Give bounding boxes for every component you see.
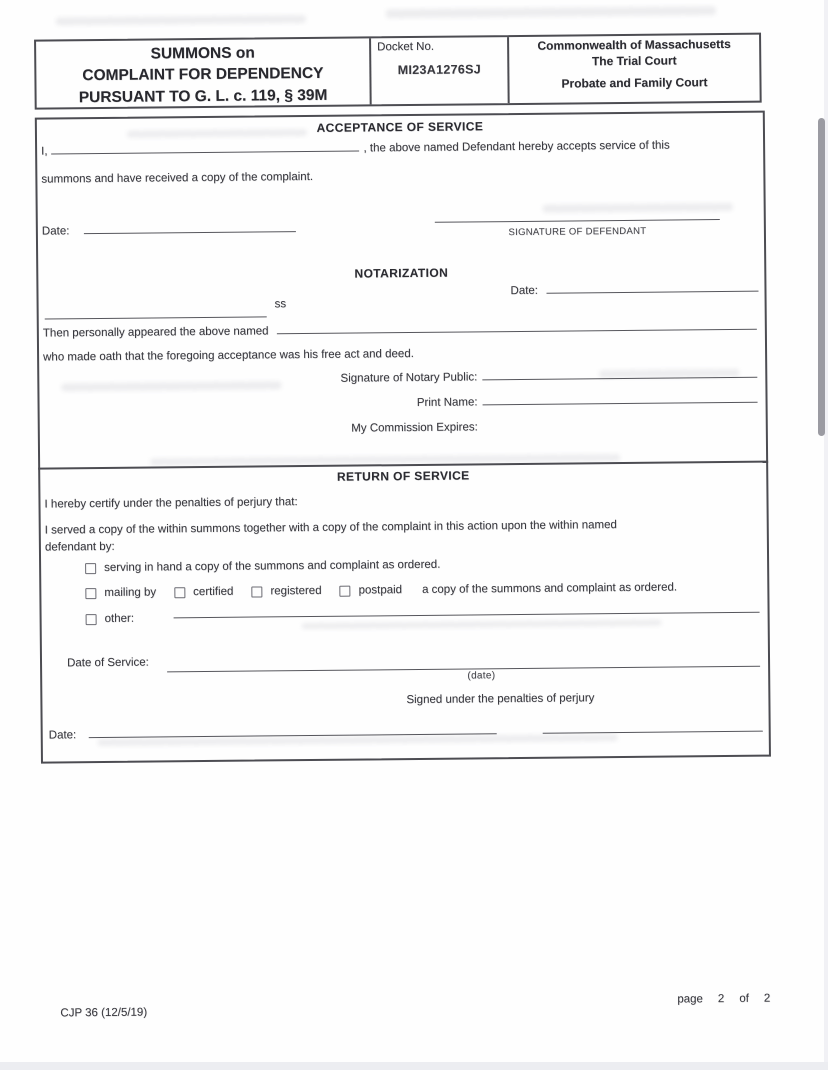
option-other-row: [86, 607, 760, 625]
notarization-date-label: Date:: [510, 284, 539, 298]
checkbox-registered[interactable]: [251, 586, 262, 597]
appeared-row: [43, 321, 757, 340]
checkbox-postpaid[interactable]: [340, 585, 351, 596]
option-mailing-row: [85, 581, 677, 599]
defendant-signature-field: [435, 219, 720, 223]
form-title-line2: COMPLAINT FOR DEPENDENCY: [82, 65, 324, 85]
served-text-line1: I served a copy of the within summons together with a copy of the complaint in this action upon the within named: [44, 519, 617, 537]
acceptance-intro-suffix: , the above named Defendant hereby accepts service of this: [363, 139, 670, 155]
defendant-signature-block: [435, 211, 720, 239]
notary-signature-label: Signature of Notary Public:: [340, 371, 478, 385]
return-date-row: [49, 723, 763, 742]
option-serving-row: [85, 559, 440, 574]
viewer-bottom-edge: [0, 1062, 828, 1070]
print-name-field: [483, 402, 758, 406]
scan-artifact: [56, 15, 306, 25]
defendant-name-field: [52, 151, 360, 155]
option-registered-label: registered: [270, 584, 322, 598]
acceptance-date-row: [42, 223, 296, 237]
form-body: [35, 111, 771, 764]
acceptance-intro-line2: summons and have received a copy of the complaint.: [41, 170, 314, 186]
date-of-service-label: Date of Service:: [66, 656, 149, 670]
scan-artifact: [386, 6, 716, 18]
acceptance-intro-prefix: I,: [41, 145, 48, 158]
return-date-label: Date:: [48, 729, 77, 742]
form-number: CJP 36 (12/5/19): [60, 1006, 148, 1020]
page-current: 2: [717, 993, 725, 1006]
notary-signature-field: [482, 377, 757, 381]
print-name-row: [200, 394, 758, 411]
acceptance-intro-row: [41, 139, 753, 158]
certify-text: I hereby certify under the penalties of perjury that:: [44, 496, 298, 511]
served-text-line2: defendant by:: [44, 540, 115, 554]
option-mailing-label: mailing by: [104, 586, 157, 599]
of-word: of: [739, 992, 749, 1005]
option-mailing-suffix: a copy of the summons and complaint as ordered.: [421, 581, 678, 596]
docket-cell: [369, 37, 510, 104]
checkbox-certified[interactable]: [174, 587, 185, 598]
date-caption: (date): [467, 670, 496, 682]
other-field: [174, 611, 760, 618]
notarization-heading: NOTARIZATION: [354, 265, 449, 281]
print-name-label: Print Name:: [416, 396, 478, 409]
option-certified-label: certified: [193, 585, 234, 599]
page-word: page: [677, 993, 703, 1006]
acceptance-date-field: [83, 231, 295, 234]
option-postpaid-label: postpaid: [358, 584, 403, 597]
option-serving-label: serving in hand a copy of the summons and complaint as ordered.: [104, 558, 441, 574]
court-line3: Probate and Family Court: [561, 75, 708, 91]
signed-under-penalties-text: Signed under the penalties of perjury: [406, 692, 595, 707]
oath-text: who made oath that the foregoing acceptance was his free act and deed.: [43, 347, 414, 364]
notarization-date-row: [510, 283, 758, 297]
form-header: [34, 33, 762, 110]
court-line2: The Trial Court: [591, 53, 677, 68]
checkbox-mailing-by[interactable]: [85, 588, 96, 599]
checkbox-other[interactable]: [86, 614, 97, 625]
page-total: 2: [763, 992, 771, 1005]
checkbox-serving-in-hand[interactable]: [85, 563, 96, 574]
docket-label: Docket No.: [377, 40, 435, 54]
form-title-line3: PURSUANT TO G. L. c. 119, § 39M: [78, 86, 328, 106]
acceptance-date-label: Date:: [41, 225, 70, 238]
court-cell: [509, 35, 760, 103]
option-other-label: other:: [104, 612, 135, 625]
appeared-text: Then personally appeared the above named: [42, 325, 269, 340]
notarization-date-field: [546, 291, 758, 294]
form-title: [36, 38, 370, 107]
commission-row: [200, 419, 758, 436]
appeared-name-field: [277, 329, 757, 335]
commission-label: My Commission Expires:: [351, 421, 478, 435]
form-title-line1: SUMMONS on: [150, 44, 255, 63]
acceptance-heading: ACCEPTANCE OF SERVICE: [316, 119, 484, 135]
docket-number: MI23A1276SJ: [397, 62, 482, 78]
date-of-service-row: [66, 651, 760, 682]
defendant-signature-caption: SIGNATURE OF DEFENDANT: [508, 225, 647, 239]
page-indicator: [677, 993, 770, 1006]
county-field: [45, 303, 267, 319]
ss-label: ss: [274, 298, 287, 311]
return-date-field: [88, 733, 496, 738]
court-line1: Commonwealth of Massachusetts: [537, 36, 731, 53]
scrollbar-thumb[interactable]: [818, 118, 825, 436]
return-heading: RETURN OF SERVICE: [336, 468, 470, 484]
notary-signature-row: [199, 369, 757, 386]
return-signature-field: [542, 731, 762, 734]
